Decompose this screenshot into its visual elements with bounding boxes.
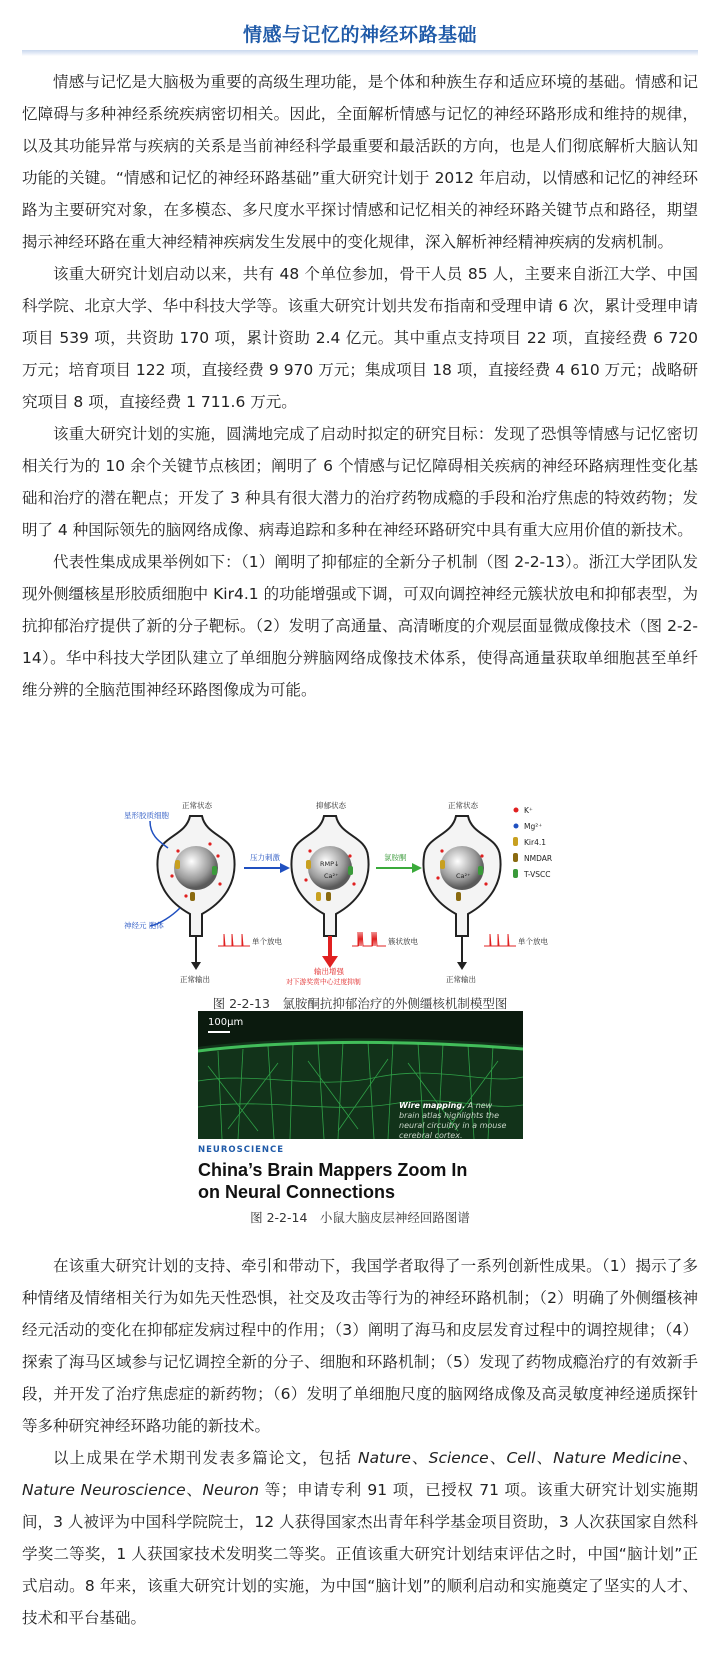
paragraph-publications bbox=[22, 1442, 698, 1634]
figure-caption-2-2-14: 图 2-2-14 小鼠大脑皮层神经回路图谱 bbox=[250, 1210, 470, 1225]
sep-4: 、 bbox=[681, 1449, 698, 1467]
scale-label: 100μm bbox=[208, 1017, 244, 1028]
legend-label-mg: Mg²⁺ bbox=[524, 822, 543, 831]
legend-swatch-kir41 bbox=[513, 837, 518, 846]
figure-caption-2-2-13: 图 2-2-13 氯胺酮抗抑郁治疗的外侧缰核机制模型图 bbox=[212, 996, 508, 1011]
overlay-bold: Wire mapping. bbox=[399, 1101, 466, 1110]
label-ca: Ca²⁺ bbox=[324, 872, 339, 880]
label-astrocyte: 星形胶质细胞 bbox=[124, 811, 169, 820]
body-text-bottom bbox=[22, 1250, 698, 1634]
paragraph-intro: 情感与记忆是大脑极为重要的高级生理功能，是个体和种族生存和适应环境的基础。情感和记忆障碍与多种神经系统疾病密切相关。因此，全面解析情感与记忆的神经环路形成和维持的规律，以及其功能异常与疾病的关系是当前神经科学最重要和最活跃的方向，也是人们彻底解析大脑认知功能的关键。“情感和记忆的神经环路基础”重大研究计划于 2012 年启动，以情感和记忆的神经环路为主要研究对象，在多模态、多尺度水平探讨情感和记忆相关的神经环路关键节点和路径，期望揭示神经环路在重大神经精神疾病发生发展中的变化规律，深入解析神经精神疾病的发病机制。 bbox=[22, 73, 698, 251]
journal-5: Nature Neuroscience bbox=[22, 1481, 186, 1499]
ketamine-arrow bbox=[376, 863, 422, 873]
paragraph-innovations: 在该重大研究计划的支持、牵引和带动下，我国学者取得了一系列创新性成果。（1）揭示了多种情绪及情绪相关行为如先天性恐惧，社交及攻击等行为的神经环路机制；（2）明确了外侧缰核神经元活动的变化在抑郁症发病过程中的作用；（3）阐明了海马和皮层发育过程中的调控规律；（4）探索了海马区域参与记忆调控全新的分子、细胞和环路机制；（5）发现了药物成瘾治疗的有效新手段，并开发了治疗焦虑症的新药物；（6）发明了单细胞尺度的脑网络成像及高灵敏度神经递质探针等多种研究神经环路功能的新技术。 bbox=[22, 1257, 698, 1435]
journal-3: Cell bbox=[506, 1449, 536, 1467]
legend-label-kir41: Kir4.1 bbox=[524, 838, 547, 847]
paragraph-funding: 该重大研究计划启动以来，共有 48 个单位参加，骨干人员 85 人，主要来自浙江大学、中国科学院、北京大学、华中科技大学等。该重大研究计划共发布指南和受理申请 6 次，累计受理申请项目 539 项，共资助 170 项，累计资助 2.4 亿元。其中重点支持项目 22 项，直接经费 6 720 万元；培育项目 122 项，直接经费 9 970 万元；集成项目 18 项，直接经费 4 610 万元；战略研究项目 8 项，直接经费 1 711.6 万元。 bbox=[22, 265, 699, 411]
output-arrow-increased bbox=[322, 936, 338, 968]
image-overlay-caption bbox=[399, 1101, 509, 1139]
legend-label-nmdar: NMDAR bbox=[524, 854, 553, 863]
stress-arrow bbox=[244, 863, 290, 873]
legend-swatch-nmdar bbox=[513, 853, 518, 862]
legend-swatch-k bbox=[514, 808, 519, 813]
lateral-habenula-model-figure bbox=[120, 796, 600, 986]
label-normal-output-2: 正常输出 bbox=[446, 975, 476, 984]
legend-label-tvscc: T-VSCC bbox=[524, 870, 551, 879]
legend-swatch-tvscc bbox=[513, 869, 518, 878]
figure-legend bbox=[513, 806, 552, 879]
journal-2: Science bbox=[428, 1449, 489, 1467]
spike-train-burst bbox=[352, 932, 386, 946]
label-normal-state-2: 正常状态 bbox=[448, 801, 478, 810]
sep-3: 、 bbox=[535, 1449, 554, 1467]
body-text-top bbox=[22, 66, 698, 706]
scale-bar bbox=[208, 1031, 230, 1033]
label-increased-output-sub: 对下游奖赏中心过度抑制 bbox=[286, 978, 361, 986]
section-label: NEUROSCIENCE bbox=[198, 1145, 285, 1155]
headline-line-2: on Neural Connections bbox=[198, 1182, 396, 1202]
output-arrow-normal-2 bbox=[457, 936, 467, 970]
label-depressed-state: 抑郁状态 bbox=[316, 801, 346, 810]
label-single-firing-2: 单个放电 bbox=[518, 937, 548, 946]
spike-train-single-2 bbox=[484, 934, 516, 946]
label-normal-state-1: 正常状态 bbox=[182, 801, 212, 810]
label-normal-output-1: 正常输出 bbox=[180, 975, 210, 984]
label-single-firing-1: 单个放电 bbox=[252, 937, 282, 946]
legend-swatch-mg bbox=[514, 824, 519, 829]
sep-1: 、 bbox=[410, 1449, 429, 1467]
brain-atlas-image bbox=[198, 1011, 523, 1139]
sep-5: 、 bbox=[185, 1481, 203, 1499]
pub-post: 等；申请专利 91 项，已授权 71 项。该重大研究计划实施期间，3 人被评为中国科学院院士，12 人获得国家杰出青年科学基金项目资助，3 人次获国家自然科学奖二等奖，1 人获国家技术发明奖二等奖。正值该重大研究计划结束评估之时，中国“脑计划”正式启动。8 年来，该重大研究计划的实施，为中国“脑计划”的顺利启动和实施奠定了坚实的人才、技术和平台基础。 bbox=[22, 1481, 698, 1627]
label-burst-firing: 簇状放电 bbox=[388, 937, 418, 946]
label-increased-output: 输出增强 bbox=[314, 967, 344, 976]
journal-6: Neuron bbox=[202, 1481, 260, 1499]
journal-1: Nature bbox=[358, 1449, 411, 1467]
paragraph-achievements: 代表性集成成果举例如下：（1）阐明了抑郁症的全新分子机制（图 2-2-13）。浙江大学团队发现外侧缰核星形胶质细胞中 Kir4.1 的功能增强或下调，可双向调控神经元簇状放电和抑郁表型，为抗抑郁治疗提供了新的分子靶标。（2）发明了高通量、高清晰度的介观层面显微成像技术（图 2-2-14）。华中科技大学团队建立了单细胞分辨脑网络成像技术体系，使得高通量获取单细胞甚至单纤维分辨的全脑范围神经环路图像成为可能。 bbox=[22, 553, 698, 699]
pub-pre: 以上成果在学术期刊发表多篇论文，包括 bbox=[53, 1449, 358, 1467]
paragraph-goals: 该重大研究计划的实施，圆满地完成了启动时拟定的研究目标：发现了恐惧等情感与记忆密切相关行为的 10 余个关键节点核团；阐明了 6 个情感与记忆障碍相关疾病的神经环路病理性变化基础和治疗的潜在靶点；开发了 3 种具有很大潜力的治疗药物成瘾的手段和治疗焦虑的特效药物；发明了 4 种国际领先的脑网络成像、病毒追踪和多种在神经环路研究中具有重大应用价值的新技术。 bbox=[22, 425, 698, 539]
journal-4: Nature Medicine bbox=[553, 1449, 682, 1467]
label-ca-2: Ca²⁺ bbox=[456, 872, 471, 880]
title-rule bbox=[22, 50, 698, 56]
headline-line-1: China’s Brain Mappers Zoom In bbox=[198, 1160, 468, 1180]
label-neuron-soma: 神经元 胞体 bbox=[124, 921, 164, 930]
overlay-text: A new brain atlas highlights the neural circuitry in a mouse cerebral cortex. bbox=[399, 1101, 507, 1139]
spike-train-single-1 bbox=[218, 934, 250, 946]
sep-2: 、 bbox=[488, 1449, 507, 1467]
page-title: 情感与记忆的神经环路基础 bbox=[242, 24, 477, 46]
label-ketamine: 氯胺酮 bbox=[384, 853, 407, 862]
label-rmp: RMP↓ bbox=[320, 860, 340, 868]
label-stress: 压力刺激 bbox=[250, 853, 280, 862]
article-headline bbox=[198, 1159, 528, 1203]
output-arrow-normal-1 bbox=[191, 936, 201, 970]
legend-label-k: K⁺ bbox=[524, 806, 533, 815]
